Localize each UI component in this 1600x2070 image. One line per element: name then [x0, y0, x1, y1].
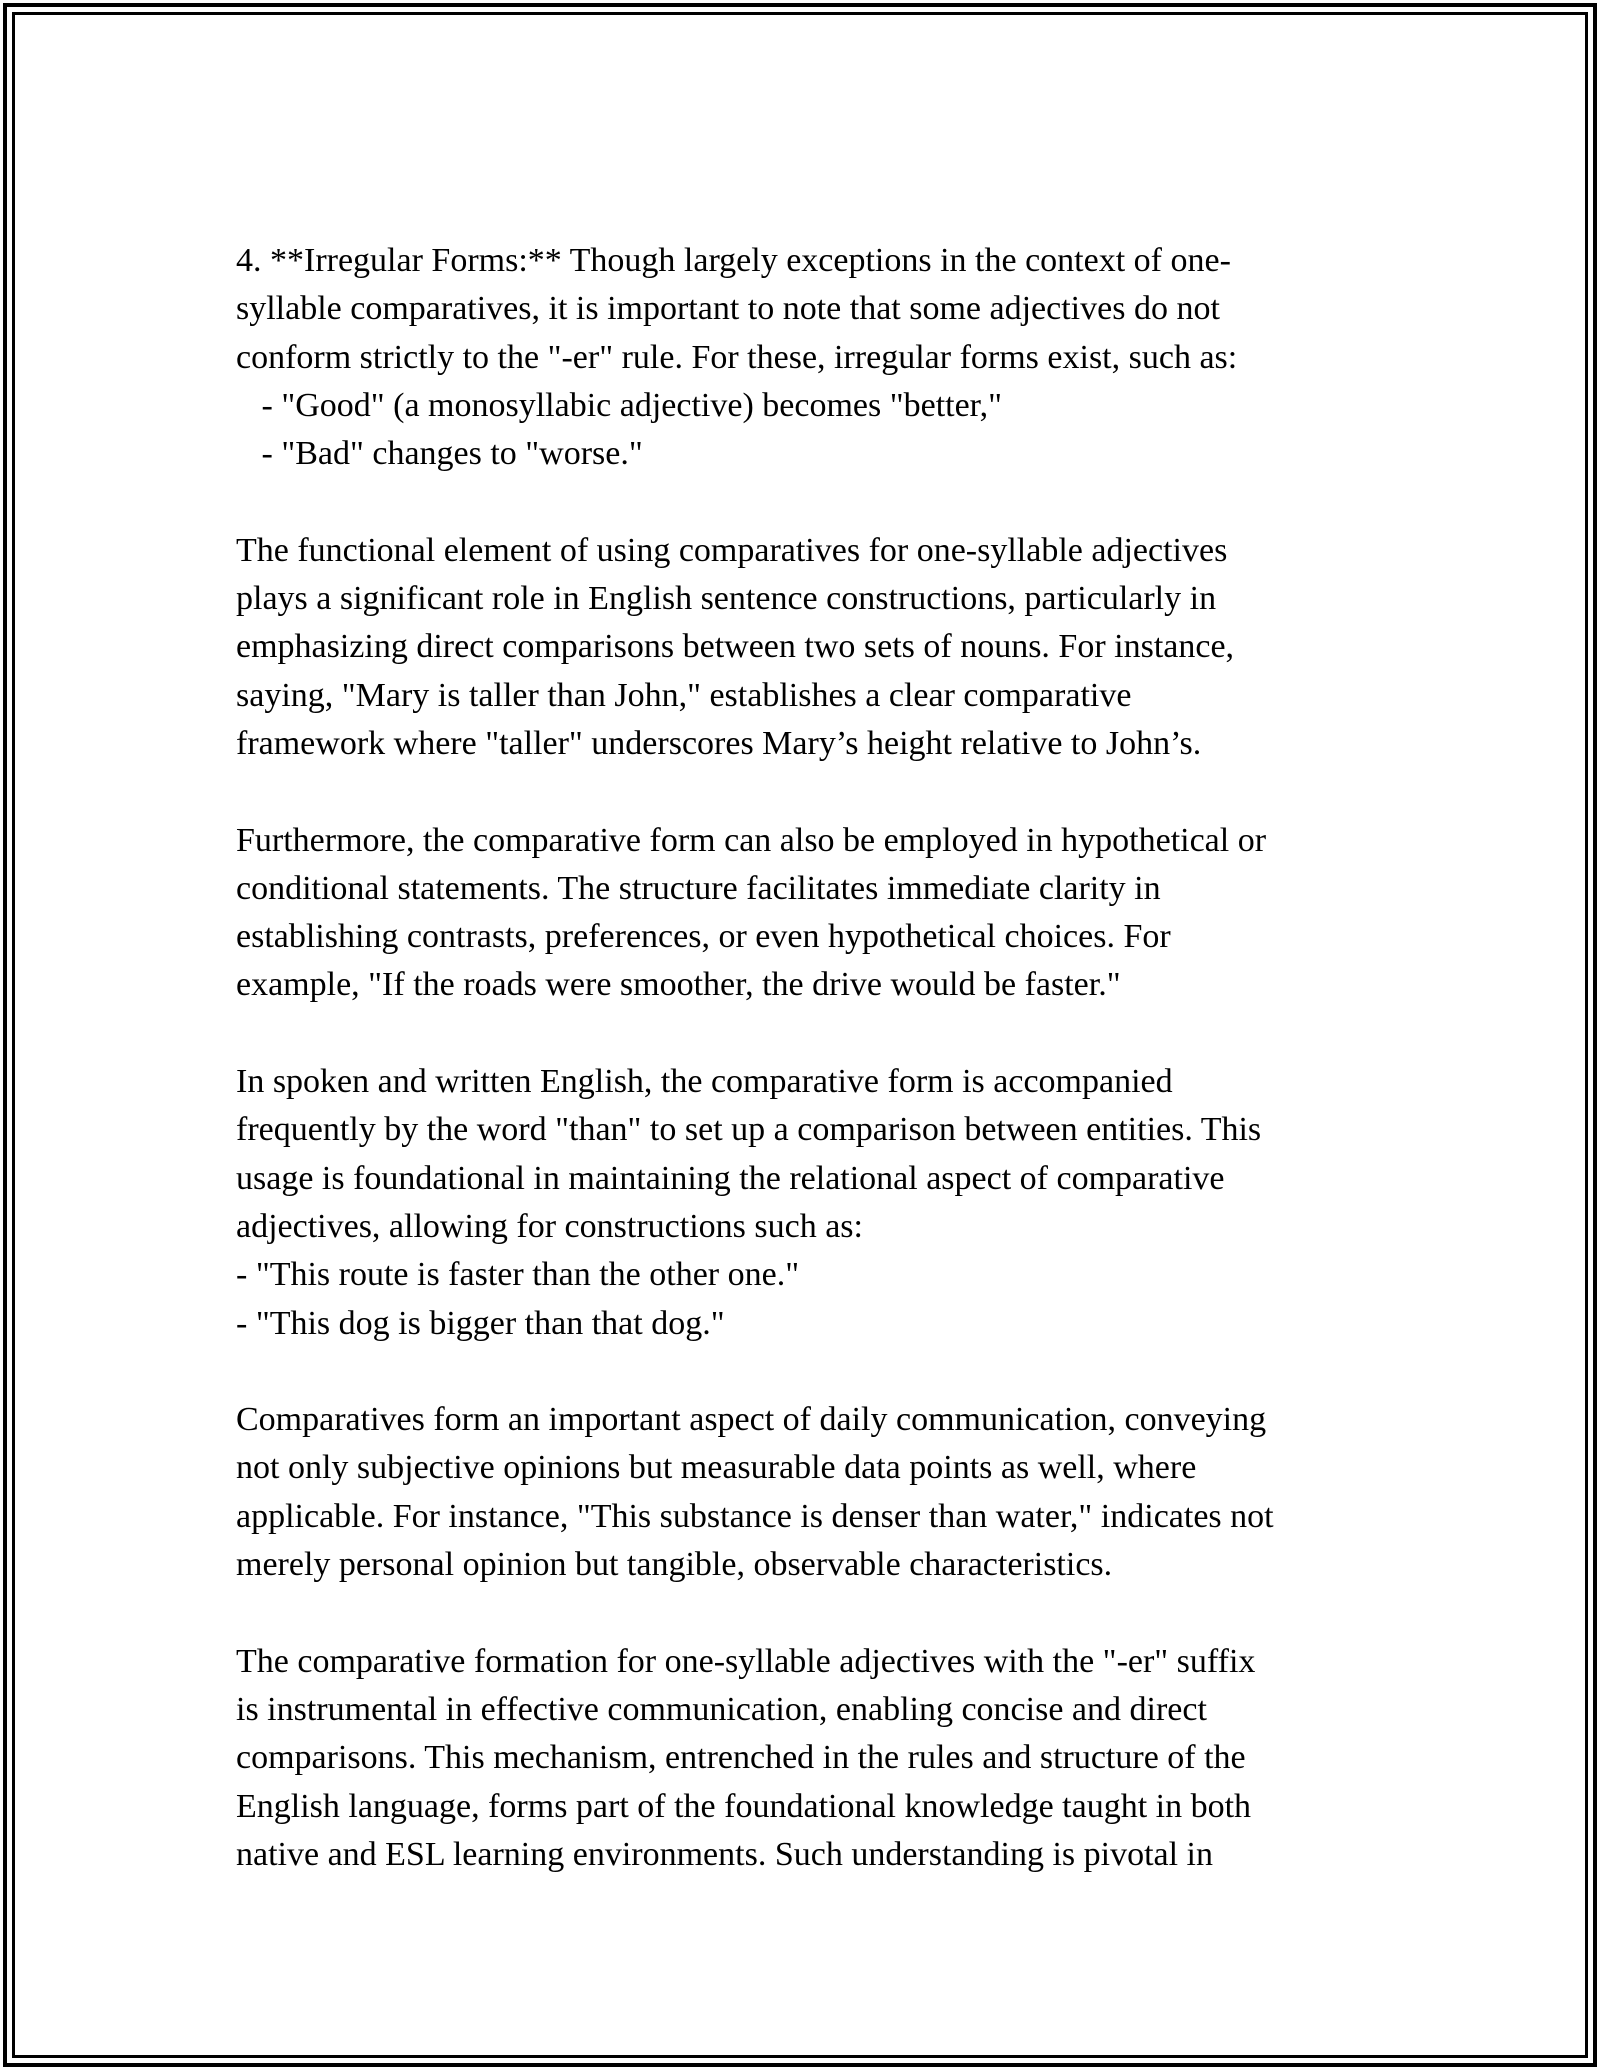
paragraph-5	[236, 1396, 1386, 1589]
paragraph-spacer	[236, 1010, 1386, 1058]
text-line: applicable. For instance, "This substance is denser than water," indicates not	[236, 1497, 1274, 1535]
text-line: The functional element of using comparatives for one-syllable adjectives	[236, 531, 1228, 569]
text-line: - "Bad" changes to "worse."	[236, 435, 643, 473]
paragraph-spacer	[236, 768, 1386, 816]
text-line: - "This dog is bigger than that dog."	[236, 1304, 725, 1342]
text-line: not only subjective opinions but measurable data points as well, where	[236, 1449, 1197, 1487]
paragraph-4	[236, 1058, 1386, 1348]
text-line: The comparative formation for one-syllable adjectives with the "-er" suffix	[236, 1642, 1256, 1680]
text-line: conditional statements. The structure facilitates immediate clarity in	[236, 869, 1161, 907]
text-line: comparisons. This mechanism, entrenched in the rules and structure of the	[236, 1739, 1246, 1777]
text-line: usage is foundational in maintaining the relational aspect of comparative	[236, 1159, 1225, 1197]
text-line: merely personal opinion but tangible, observable characteristics.	[236, 1546, 1113, 1584]
text-line: English language, forms part of the foundational knowledge taught in both	[236, 1787, 1252, 1825]
text-line: Comparatives form an important aspect of daily communication, conveying	[236, 1401, 1267, 1439]
text-line: conform strictly to the "-er" rule. For these, irregular forms exist, such as:	[236, 338, 1238, 376]
text-line: is instrumental in effective communication, enabling concise and direct	[236, 1690, 1207, 1728]
text-line: plays a significant role in English sentence constructions, particularly in	[236, 580, 1217, 618]
text-line: saying, "Mary is taller than John," establishes a clear comparative	[236, 676, 1132, 714]
text-line: framework where "taller" underscores Mary’s height relative to John’s.	[236, 724, 1202, 762]
text-line: Furthermore, the comparative form can also be employed in hypothetical or	[236, 821, 1267, 859]
text-line: syllable comparatives, it is important to note that some adjectives do not	[236, 290, 1220, 328]
text-line: establishing contrasts, preferences, or even hypothetical choices. For	[236, 918, 1171, 956]
text-line: adjectives, allowing for constructions such as:	[236, 1207, 863, 1245]
text-line: - "This route is faster than the other one."	[236, 1256, 800, 1294]
text-line: example, "If the roads were smoother, the drive would be faster."	[236, 966, 1121, 1004]
text-line: emphasizing direct comparisons between two sets of nouns. For instance,	[236, 628, 1235, 666]
text-line: native and ESL learning environments. Such understanding is pivotal in	[236, 1835, 1214, 1873]
paragraph-2	[236, 527, 1386, 768]
paragraph-spacer	[236, 1348, 1386, 1396]
text-line: 4. **Irregular Forms:** Though largely exceptions in the context of one-	[236, 242, 1231, 279]
text-line: - "Good" (a monosyllabic adjective) becomes "better,"	[236, 386, 1003, 424]
paragraph-spacer	[236, 1589, 1386, 1637]
paragraph-1	[236, 237, 1386, 478]
paragraph-6	[236, 1638, 1386, 1879]
text-line: frequently by the word "than" to set up a comparison between entities. This	[236, 1111, 1262, 1149]
paragraph-3	[236, 817, 1386, 1010]
paragraph-spacer	[236, 478, 1386, 526]
text-line: In spoken and written English, the comparative form is accompanied	[236, 1063, 1173, 1101]
document-body	[236, 237, 1386, 1879]
